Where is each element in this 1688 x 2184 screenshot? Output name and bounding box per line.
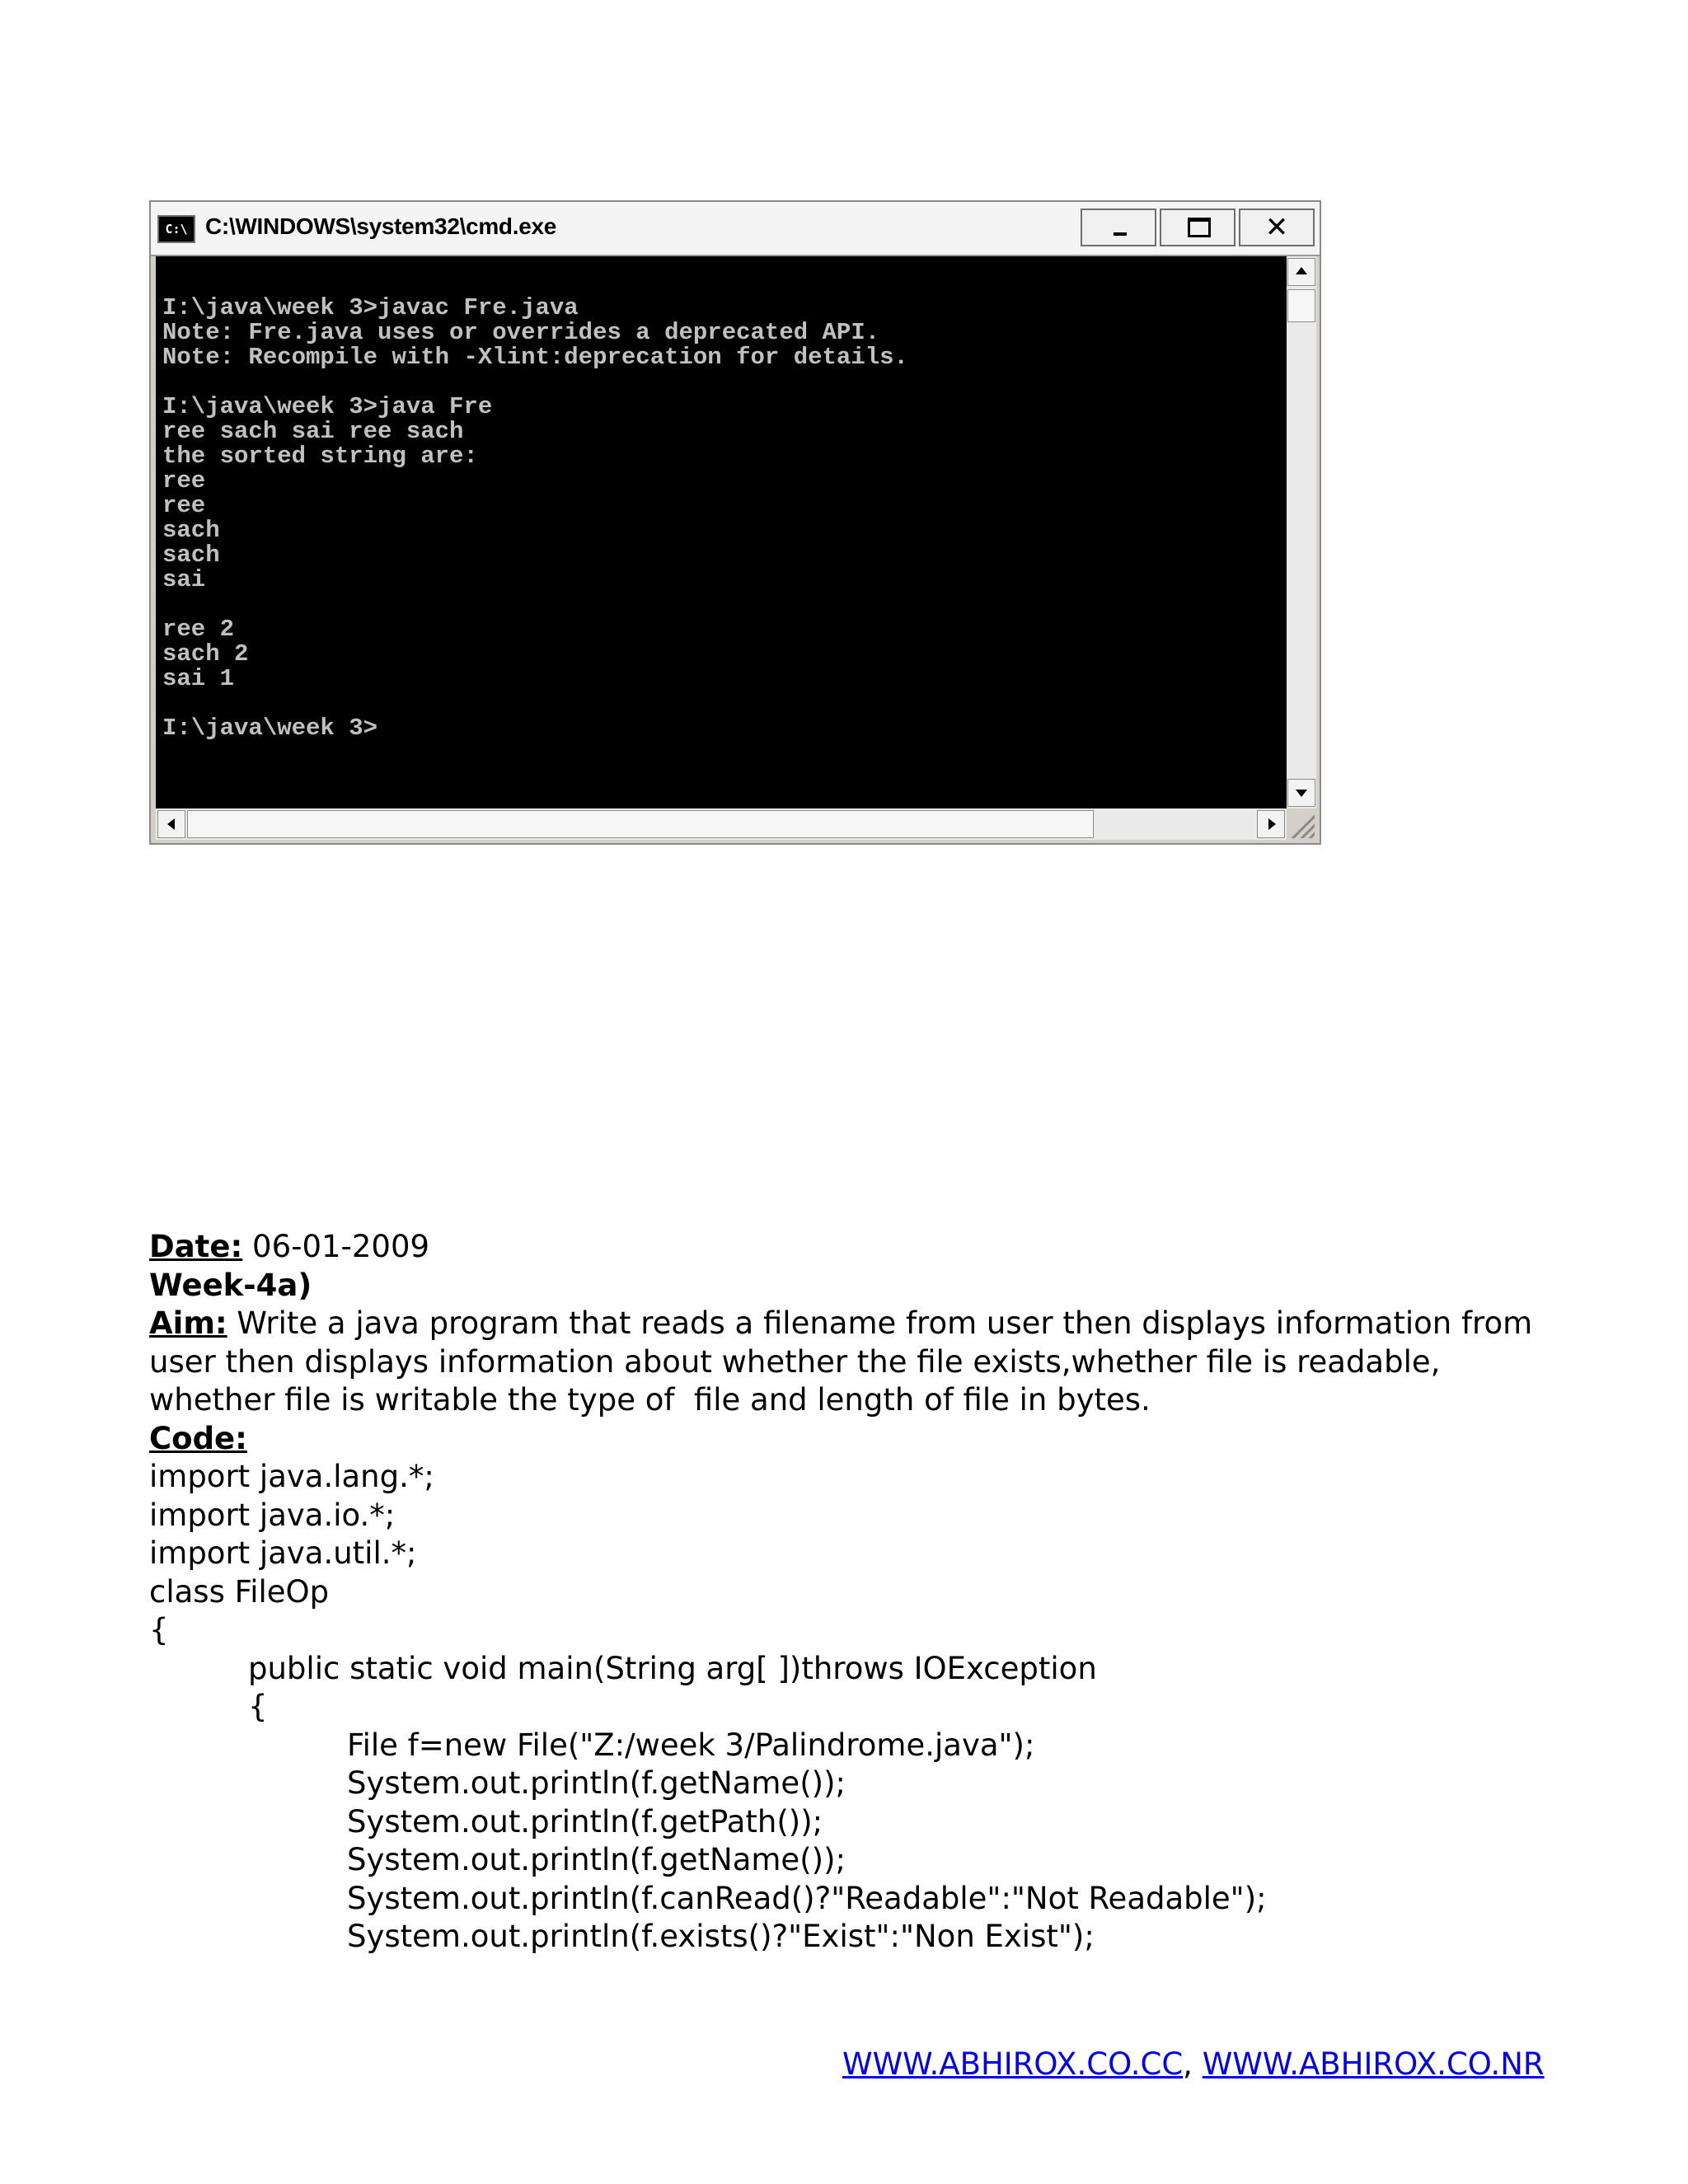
window-title: C:\WINDOWS\system32\cmd.exe xyxy=(205,213,557,239)
week-heading: Week-4a) xyxy=(149,1267,312,1303)
scroll-left-button[interactable] xyxy=(157,810,185,838)
minimize-button[interactable] xyxy=(1081,209,1156,246)
horizontal-scrollbar[interactable] xyxy=(156,808,1287,840)
horizontal-scroll-thumb[interactable] xyxy=(187,810,1094,838)
vertical-scroll-thumb[interactable] xyxy=(1287,289,1315,322)
footer-link-cc[interactable]: WWW.ABHIROX.CO.CC xyxy=(842,2046,1184,2082)
footer-link-nr[interactable]: WWW.ABHIROX.CO.NR xyxy=(1202,2046,1545,2082)
date-label: Date: xyxy=(149,1229,243,1264)
close-icon: ✕ xyxy=(1264,211,1289,244)
code-line: System.out.println(f.getPath()); xyxy=(347,1803,823,1840)
code-label: Code: xyxy=(149,1420,247,1456)
aim-line-1 xyxy=(149,1305,1567,1343)
code-line: import java.io.*; xyxy=(149,1497,396,1533)
maximize-icon xyxy=(1188,218,1211,237)
code-line: public static void main(String arg[ ])throws IOException xyxy=(248,1650,1097,1686)
code-line: System.out.println(f.getName()); xyxy=(347,1842,846,1877)
code-line: { xyxy=(248,1689,268,1724)
maximize-button[interactable] xyxy=(1160,209,1236,246)
console-output-area[interactable] xyxy=(156,256,1287,808)
code-line: File f=new File("Z:/week 3/Palindrome.java"); xyxy=(347,1727,1035,1763)
footer xyxy=(842,2046,1545,2083)
vertical-scrollbar[interactable] xyxy=(1287,256,1316,808)
resize-grip-icon[interactable] xyxy=(1288,812,1315,838)
code-line: { xyxy=(149,1612,169,1647)
code-line: System.out.println(f.getName()); xyxy=(347,1765,846,1801)
footer-separator: , xyxy=(1183,2046,1203,2082)
console-text: I:\java\week 3>javac Fre.java Note: Fre.java uses or overrides a deprecated API. Note: Recompile with -Xlint:deprecation for details. I:\java\week 3>java Fre ree sach sai ree sach the sorted string are: ree ree sach sach sai ree 2 sach 2 sai 1 I:\java\week 3> xyxy=(162,294,908,742)
scroll-up-button[interactable] xyxy=(1287,258,1315,286)
minimize-icon xyxy=(1114,232,1127,236)
window-titlebar[interactable] xyxy=(151,202,1320,256)
aim-text-1: Write a java program that reads a filename from user then displays information from xyxy=(227,1305,1533,1341)
document-body xyxy=(149,1228,1567,1957)
aim-label: Aim: xyxy=(149,1305,227,1341)
close-button[interactable] xyxy=(1239,209,1315,246)
cmd-app-icon[interactable]: C:\ xyxy=(157,215,195,243)
cmd-window xyxy=(149,200,1321,845)
code-line: System.out.println(f.exists()?"Exist":"Non Exist"); xyxy=(347,1919,1095,1954)
arrow-up-icon xyxy=(1296,267,1307,274)
code-line: import java.lang.*; xyxy=(149,1459,434,1494)
code-line: System.out.println(f.canRead()?"Readable":"Not Readable"); xyxy=(347,1880,1267,1916)
arrow-right-icon xyxy=(1268,818,1276,830)
aim-line-3: whether file is writable the type of file and length of file in bytes. xyxy=(149,1382,1151,1418)
scroll-down-button[interactable] xyxy=(1287,779,1315,807)
code-line: class FileOp xyxy=(149,1573,330,1610)
arrow-down-icon xyxy=(1296,790,1307,797)
aim-line-2: user then displays information about whether the file exists,whether file is readable, xyxy=(149,1343,1441,1380)
arrow-left-icon xyxy=(167,818,175,830)
code-line: import java.util.*; xyxy=(149,1535,417,1571)
date-line xyxy=(149,1228,1567,1267)
scroll-right-button[interactable] xyxy=(1257,810,1285,838)
date-value: 06-01-2009 xyxy=(242,1229,430,1264)
